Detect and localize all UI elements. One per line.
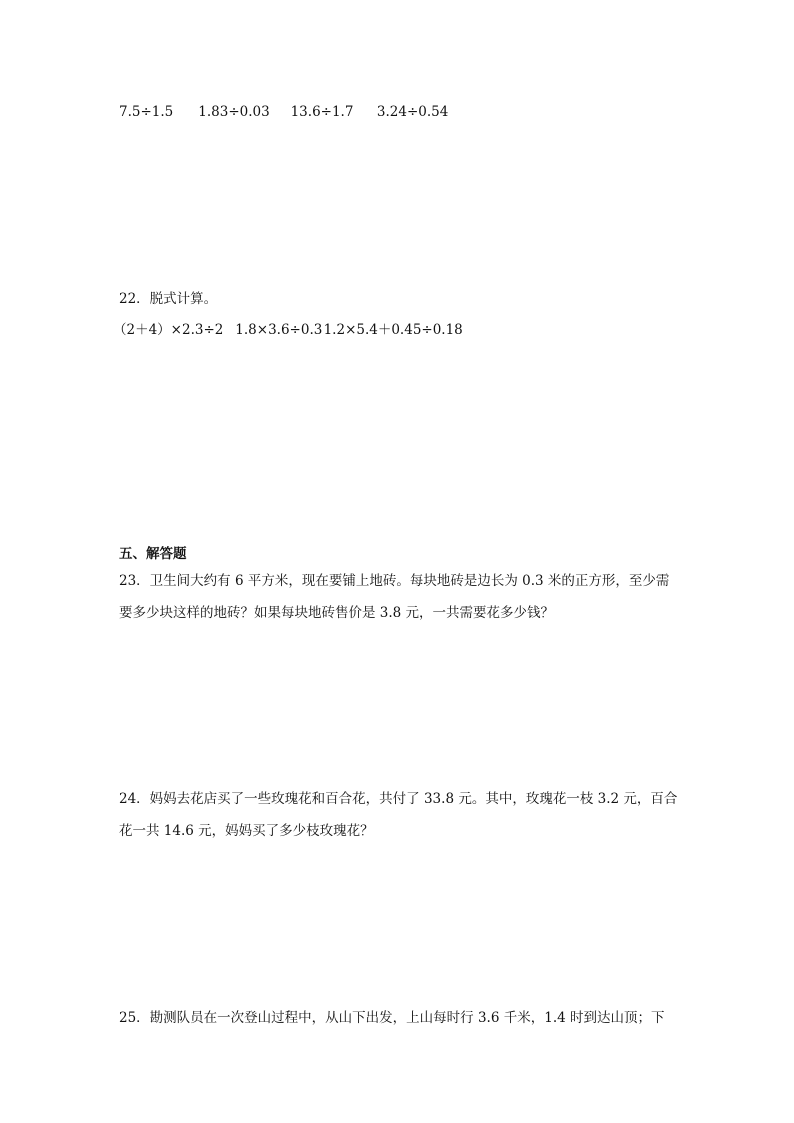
question-23-line-2: 要多少块这样的地砖？如果每块地砖售价是 3.8 元，一共需要花多少钱？ (119, 605, 555, 621)
division-expression: 7.5÷1.5 (119, 104, 174, 120)
calc-expression: 1.8×3.6÷0.3 (235, 322, 323, 338)
division-expression: 3.24÷0.54 (376, 104, 449, 120)
question-22-expressions (113, 320, 463, 340)
division-exercise-row (119, 102, 448, 122)
question-24-line-1: 24．妈妈去花店买了一些玫瑰花和百合花，共付了 33.8 元。其中，玫瑰花一枝 3.2 元，百合 (119, 791, 678, 807)
section-heading: 五、解答题 (119, 546, 187, 562)
division-expression: 13.6÷1.7 (290, 104, 354, 120)
calc-expression: （2＋4）×2.3÷2 (113, 322, 224, 338)
question-25-line-1: 25．勘测队员在一次登山过程中，从山下出发，上山每时行 3.6 千米，1.4 时到达山顶；下 (119, 1010, 665, 1026)
question-24-line-2: 花一共 14.6 元，妈妈买了多少枝玫瑰花？ (119, 823, 374, 839)
division-expression: 1.83÷0.03 (198, 104, 270, 120)
calc-expression: 1.2×5.4＋0.45÷0.18 (323, 322, 463, 338)
question-23-line-1: 23．卫生间大约有 6 平方米，现在要铺上地砖。每块地砖是边长为 0.3 米的正方形，至少需 (119, 573, 670, 589)
question-22-title: 22．脱式计算。 (119, 291, 218, 307)
